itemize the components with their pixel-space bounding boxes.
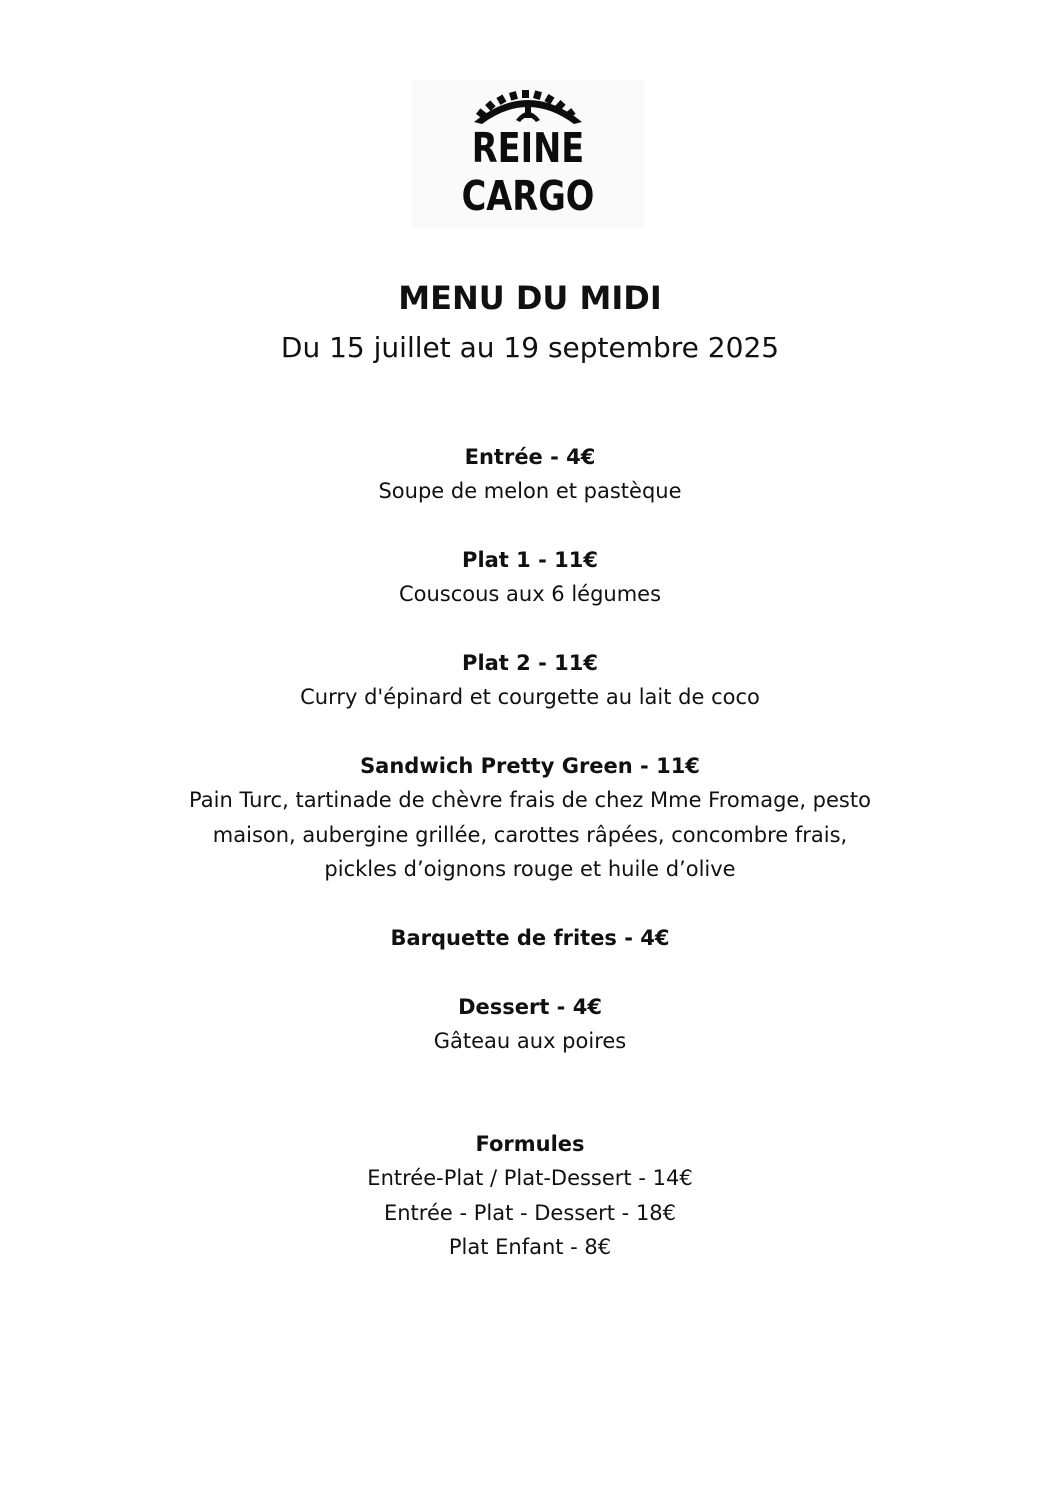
menu-item-entree xyxy=(0,440,1060,509)
item-description: Couscous aux 6 légumes xyxy=(398,582,662,606)
item-description-line: Pain Turc, tartinade de chèvre frais de chez Mme Fromage, pesto xyxy=(189,788,871,812)
item-description: Curry d'épinard et courgette au lait de coco xyxy=(300,685,760,709)
reine-cargo-logo xyxy=(412,80,644,228)
item-title: Plat 2 - 11€ xyxy=(462,651,598,675)
formules-title: Formules xyxy=(475,1132,585,1156)
menu-item-plat-1 xyxy=(0,543,1060,612)
menu-item-frites xyxy=(0,921,1060,955)
formules-section xyxy=(0,1127,1060,1265)
item-title: Plat 1 - 11€ xyxy=(462,548,598,572)
menu-item-dessert xyxy=(0,990,1060,1059)
formule-line: Entrée - Plat - Dessert - 18€ xyxy=(383,1200,677,1225)
item-title: Dessert - 4€ xyxy=(458,995,602,1019)
formule-line: Entrée-Plat / Plat-Dessert - 14€ xyxy=(367,1166,693,1190)
item-description-line: pickles d’oignons rouge et huile d’olive xyxy=(324,857,736,881)
menu-item-sandwich xyxy=(0,749,1060,887)
item-description: Soupe de melon et pastèque xyxy=(378,479,682,503)
logo-line-reine: REINE xyxy=(471,124,585,172)
item-title: Sandwich Pretty Green - 11€ xyxy=(360,754,700,778)
item-title: Barquette de frites - 4€ xyxy=(390,926,670,950)
item-description: Gâteau aux poires xyxy=(433,1029,627,1053)
page-subtitle: Du 15 juillet au 19 septembre 2025 xyxy=(280,331,780,364)
item-title: Entrée - 4€ xyxy=(464,445,596,469)
page-title: MENU DU MIDI xyxy=(398,279,662,317)
formule-line: Plat Enfant - 8€ xyxy=(448,1235,612,1259)
logo-line-cargo: CARGO xyxy=(461,172,595,220)
menu-item-plat-2 xyxy=(0,646,1060,715)
item-description-line: maison, aubergine grillée, carottes râpées, concombre frais, xyxy=(212,822,848,847)
